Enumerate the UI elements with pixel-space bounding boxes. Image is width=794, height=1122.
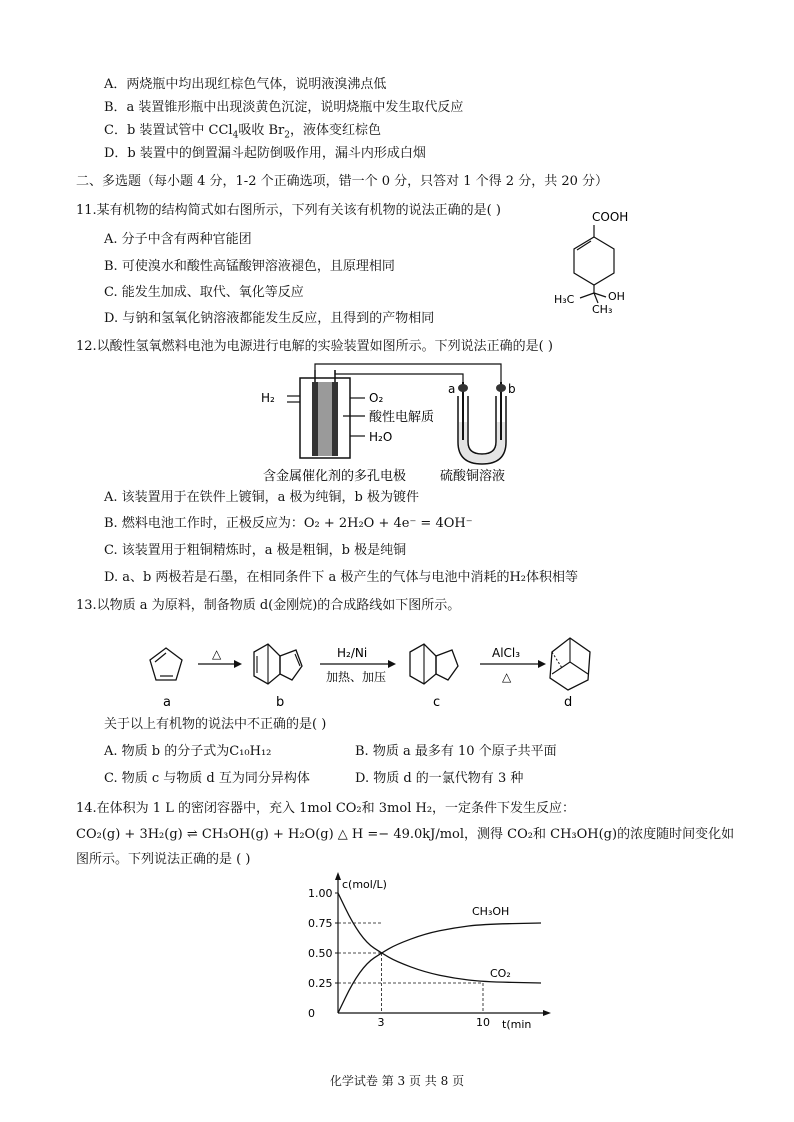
- concentration-time-chart: [300, 868, 560, 1033]
- h3c-label: H₃C: [554, 293, 575, 306]
- q10-c-sub2: 2: [284, 130, 290, 141]
- q12-apparatus-figure: [255, 360, 555, 485]
- q11-structure-figure: [540, 205, 650, 315]
- q10-option-a: A．两烧瓶中均出现红棕色气体，说明液溴沸点低: [104, 77, 387, 92]
- y-tick-label: 0.25: [308, 977, 333, 990]
- o2-label: O₂: [369, 391, 384, 405]
- y-tick-label: 0.75: [308, 917, 333, 930]
- q12-option-b: B. 燃料电池工作时，正极反应为：O₂ + 2H₂O + 4e⁻ = 4OH⁻: [104, 516, 473, 531]
- h2o-label: H₂O: [369, 430, 393, 444]
- cuso4-solution-label: 硫酸铜溶液: [440, 469, 506, 484]
- page-footer: 化学试卷 第 3 页 共 8 页: [329, 1074, 465, 1088]
- q13-option-d: D. 物质 d 的一氯代物有 3 种: [355, 771, 524, 786]
- q13-option-a: A. 物质 b 的分子式为C₁₀H₁₂: [104, 744, 272, 759]
- q12-option-d: D. a、b 两极若是石墨，在相同条件下 a 极产生的气体与电池中消耗的H₂体积相等: [104, 570, 578, 585]
- q13-substem: 关于以上有机物的说法中不正确的是( ): [104, 717, 327, 732]
- cooh-label: COOH: [592, 210, 629, 224]
- y-tick-label: 0: [308, 1007, 315, 1020]
- q13-option-c: C. 物质 c 与物质 d 互为同分异构体: [104, 771, 310, 786]
- q13-synthesis-route-figure: [130, 630, 610, 712]
- y-axis-label: c(mol/L): [342, 878, 387, 891]
- q13-option-b: B. 物质 a 最多有 10 个原子共平面: [355, 744, 557, 759]
- electrode-b-label: b: [508, 382, 516, 396]
- x-axis-label: t(min: [502, 1018, 532, 1031]
- y-tick-label: 0.50: [308, 947, 333, 960]
- q10-c-pre: C．b 装置试管中 CCl: [104, 123, 233, 138]
- q11-option-c: C. 能发生加成、取代、氧化等反应: [104, 285, 304, 300]
- oh-label: OH: [608, 290, 625, 303]
- electrolyte-label: 酸性电解质: [369, 410, 435, 425]
- q10-option-c: [104, 122, 381, 145]
- ch3oh-series-label: CH₃OH: [472, 905, 510, 918]
- q12-option-a: A. 该装置用于在铁件上镀铜，a 极为纯铜，b 极为镀件: [104, 490, 419, 505]
- q12-option-c: C. 该装置用于粗铜精炼时，a 极是粗铜，b 极是纯铜: [104, 543, 407, 558]
- q10-c-post: ，液体变红棕色: [289, 123, 381, 138]
- q14-line3: 图所示。下列说法正确的是 ( ): [76, 852, 251, 867]
- compound-c-label: c: [433, 695, 441, 710]
- y-tick-label: 1.00: [308, 887, 333, 900]
- q11-option-d: D. 与钠和氢氧化钠溶液都能发生反应，且得到的产物相同: [104, 311, 435, 326]
- q10-option-d: D．b 装置中的倒置漏斗起防倒吸作用，漏斗内形成白烟: [104, 146, 426, 161]
- q13-stem: 13.以物质 a 为原料，制备物质 d(金刚烷)的合成路线如下图所示。: [76, 598, 461, 613]
- compound-d-label: d: [564, 695, 573, 710]
- arrow3-reagent: AlCl₃: [492, 646, 521, 660]
- x-tick-label: 10: [476, 1016, 490, 1029]
- q14-line1: 14.在体积为 1 L 的密闭容器中，充入 1mol CO₂和 3mol H₂，一定条件下发生反应：: [76, 801, 576, 816]
- q11-option-b: B. 可使溴水和酸性高锰酸钾溶液褪色，且原理相同: [104, 259, 395, 274]
- q12-stem: 12.以酸性氢氧燃料电池为电源进行电解的实验装置如图所示。下列说法正确的是( ): [76, 339, 553, 354]
- arrow2-condition: 加热、加压: [326, 670, 387, 684]
- arrow2-reagent: H₂/Ni: [337, 646, 368, 660]
- co2-series-label: CO₂: [490, 967, 511, 980]
- arrow3-condition: △: [502, 670, 512, 684]
- section-heading: 二、多选题（每小题 4 分，1-2 个正确选项，错一个 0 分，只答对 1 个得 2 分，共 20 分）: [76, 174, 609, 189]
- compound-a-label: a: [163, 695, 171, 710]
- q10-c-sub: 4: [232, 130, 239, 141]
- q14-reaction-equation: CO₂(g) + 3H₂(g) ⇌ CH₃OH(g) + H₂O(g) △ H =− 49.0kJ/mol，测得 CO₂和 CH₃OH(g)的浓度随时间变化如: [76, 827, 735, 842]
- q10-option-b: B．a 装置锥形瓶中出现淡黄色沉淀，说明烧瓶中发生取代反应: [104, 100, 464, 115]
- arrow1-condition: △: [212, 647, 222, 661]
- x-tick-label: 3: [377, 1016, 385, 1029]
- q10-c-mid: 吸收 Br: [238, 123, 285, 138]
- q11-option-a: A. 分子中含有两种官能团: [104, 232, 252, 247]
- q11-stem: 11.某有机物的结构简式如右图所示，下列有关该有机物的说法正确的是( ): [76, 203, 501, 218]
- ch3-label: CH₃: [592, 303, 613, 315]
- compound-b-label: b: [276, 695, 285, 710]
- h2-label: H₂: [261, 391, 275, 405]
- electrode-a-label: a: [448, 382, 456, 396]
- porous-electrode-label: 含金属催化剂的多孔电极: [263, 469, 407, 484]
